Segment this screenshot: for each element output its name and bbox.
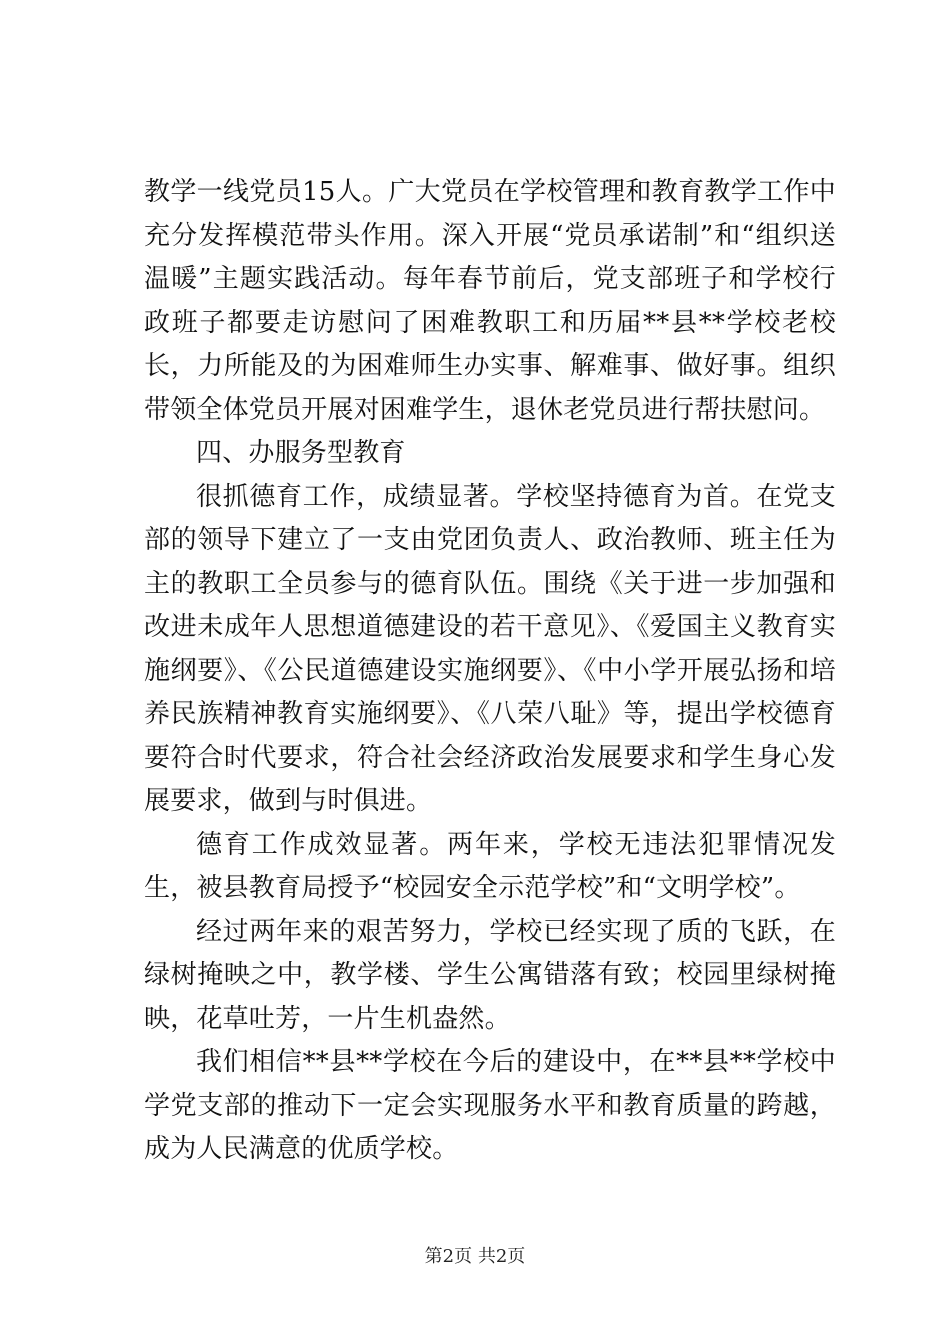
paragraph-conclusion: 我们相信**县**学校在今后的建设中，在**县**学校中学党支部的推动下一定会实现服务水平和教育质量的跨越，成为人民满意的优质学校。	[144, 1047, 836, 1164]
paragraph-party-members: 教学一线党员15人。广大党员在学校管理和教育教学工作中充分发挥模范带头作用。深入开展“党员承诺制”和“组织送温暖”主题实践活动。每年春节前后，党支部班子和学校行政班子都要走访慰问了困难教职工和历届**县**学校老校长，力所能及的为困难师生办实事、解难事、做好事。组织带领全体党员开展对困难学生，退休老党员进行帮扶慰问。	[144, 177, 836, 425]
page-number-footer: 第2页 共2页	[424, 1246, 526, 1267]
document-body	[144, 171, 836, 1172]
paragraph-moral-results: 德育工作成效显著。两年来，学校无违法犯罪情况发生，被县教育局授予“校园安全示范学校”和“文明学校”。	[144, 829, 836, 903]
section-heading-service-education: 四、办服务型教育	[196, 438, 406, 468]
paragraph-campus-progress: 经过两年来的艰苦努力，学校已经实现了质的飞跃，在绿树掩映之中，教学楼、学生公寓错落有致；校园里绿树掩映，花草吐芳，一片生机盎然。	[144, 916, 836, 1034]
paragraph-moral-education: 很抓德育工作，成绩显著。学校坚持德育为首。在党支部的领导下建立了一支由党团负责人、政治教师、班主任为主的教职工全员参与的德育队伍。围绕《关于进一步加强和改进未成年人思想道德建设的若干意见》、《爱国主义教育实施纲要》、《公民道德建设实施纲要》、《中小学开展弘扬和培养民族精神教育实施纲要》、《八荣八耻》等，提出学校德育要符合时代要求，符合社会经济政治发展要求和学生身心发展要求，做到与时俱进。	[144, 481, 836, 816]
